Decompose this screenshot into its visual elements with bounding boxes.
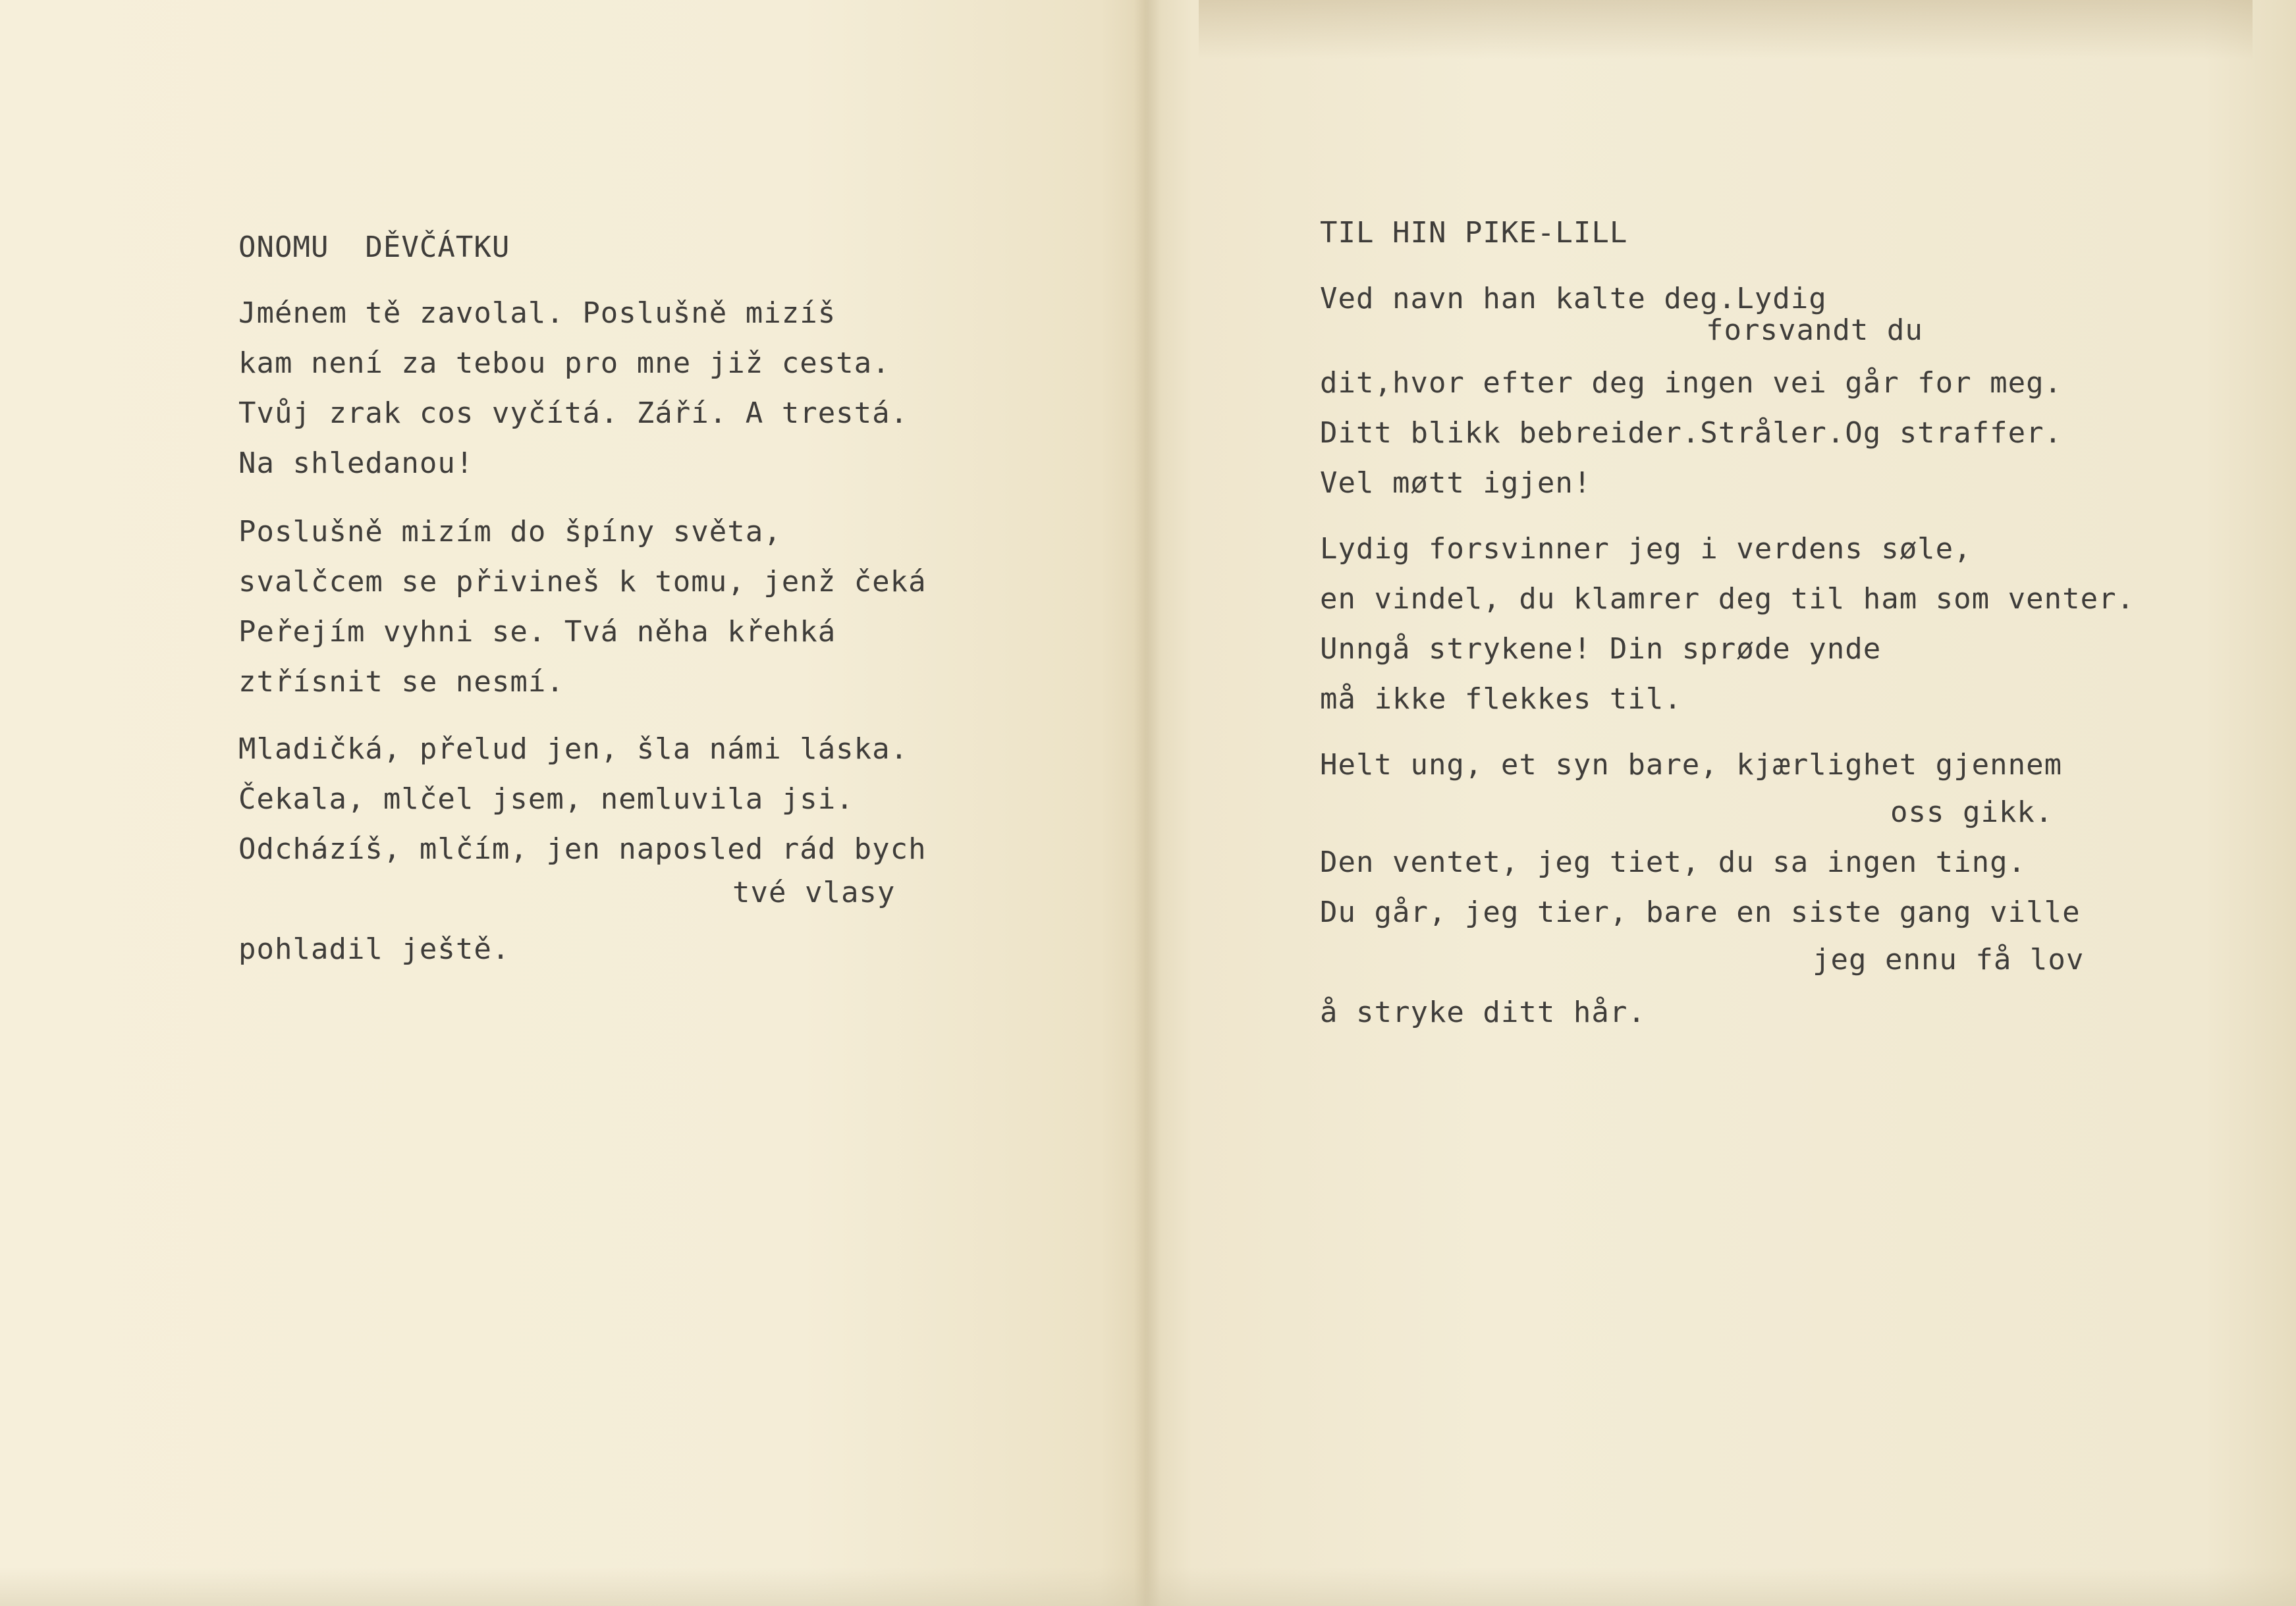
right-line: må ikke flekkes til. [1320, 682, 1682, 716]
right-line: oss gikk. [1890, 795, 2054, 829]
left-line: ztřísnit se nesmí. [238, 665, 564, 699]
left-line: tvé vlasy [732, 876, 896, 909]
left-line: kam není za tebou pro mne již cesta. [238, 346, 890, 380]
left-line: Peřejím vyhni se. Tvá něha křehká [238, 615, 836, 649]
right-page [1146, 0, 2296, 1606]
left-line: Poslušně mizím do špíny světa, [238, 515, 782, 549]
paper-shadow [0, 1567, 2296, 1606]
left-poem [238, 230, 927, 966]
left-line: Čekala, mlčel jsem, nemluvila jsi. [238, 782, 854, 816]
left-line: Mladičká, přelud jen, šla námi láska. [238, 732, 909, 766]
right-line: Helt ung, et syn bare, kjærlighet gjennem [1320, 748, 2063, 782]
left-poem-title: ONOMU DĚVČÁTKU [238, 230, 510, 264]
right-line: Ditt blikk bebreider.Stråler.Og straffer. [1320, 416, 2063, 450]
right-line: forsvandt du [1706, 313, 1923, 347]
right-line: en vindel, du klamrer deg til ham som venter. [1320, 582, 2135, 616]
left-line: Jménem tě zavolal. Poslušně mizíš [238, 296, 836, 330]
left-line: Odcházíš, mlčím, jen naposled rád bych [238, 832, 927, 866]
right-line: Du går, jeg tier, bare en siste gang ville [1320, 896, 2081, 929]
right-line: å stryke ditt hår. [1320, 996, 1646, 1029]
right-poem [1320, 216, 2135, 1029]
right-line: Den ventet, jeg tiet, du sa ingen ting. [1320, 845, 2027, 879]
right-line: Unngå strykene! Din sprøde ynde [1320, 632, 1882, 666]
center-fold [1134, 0, 1161, 1606]
right-line: dit,hvor efter deg ingen vei går for meg. [1320, 366, 2063, 400]
left-line: svalčcem se přivineš k tomu, jenž čeká [238, 565, 927, 599]
left-line: pohladil ještě. [238, 932, 510, 966]
right-line: Lydig forsvinner jeg i verdens søle, [1320, 532, 1972, 566]
left-line: Na shledanou! [238, 446, 474, 480]
right-line: jeg ennu få lov [1813, 943, 2085, 977]
right-line: Ved navn han kalte deg.Lydig [1320, 282, 1827, 315]
paper-stain [1199, 0, 2253, 59]
right-poem-title: TIL HIN PIKE-LILL [1320, 216, 1628, 250]
left-line: Tvůj zrak cos vyčítá. Září. A trestá. [238, 396, 909, 430]
right-line: Vel møtt igjen! [1320, 466, 1592, 500]
